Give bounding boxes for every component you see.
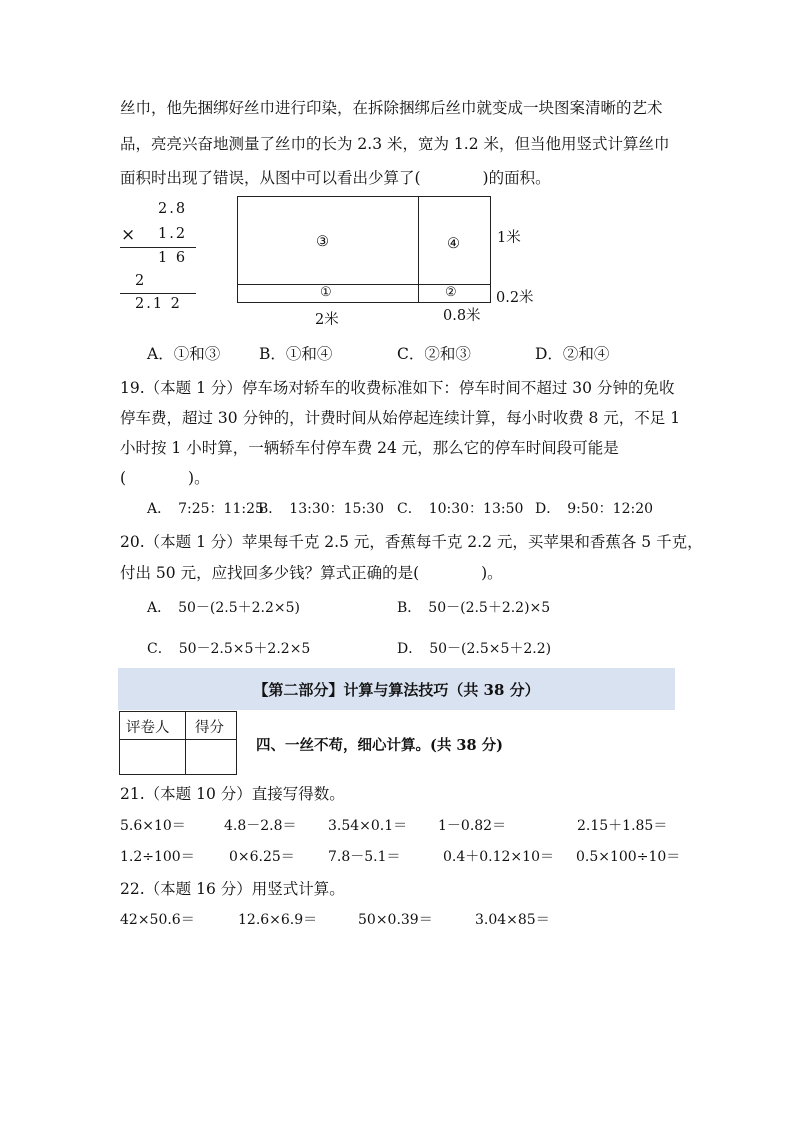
q19-line-1: 19.（本题 1 分）停车场对轿车的收费标准如下：停车时间不超过 30 分钟的免收 bbox=[120, 379, 675, 397]
q20-option-c: C． 50－2.5×5＋2.2×5 bbox=[147, 641, 311, 657]
calc-line-2 bbox=[120, 293, 196, 294]
q18-line-1: 丝巾，他先捆绑好丝巾进行印染，在拆除捆绑后丝巾就变成一块图案清晰的艺术 bbox=[120, 99, 663, 117]
region-4-label: ④ bbox=[447, 236, 460, 252]
calc-row-1: 2.8 bbox=[158, 201, 188, 217]
q19-option-b: B． 13:30：15:30 bbox=[258, 501, 384, 517]
q19-line-3: 小时按 1 小时算，一辆轿车付停车费 24 元，那么它的停车时间段可能是 bbox=[120, 439, 619, 457]
q18-option-c: C．②和③ bbox=[397, 345, 471, 363]
part2-banner bbox=[118, 668, 675, 710]
q18-line-3: 面积时出现了错误，从图中可以看出少算了( )的面积。 bbox=[120, 169, 551, 187]
q19-line-4: ( )。 bbox=[120, 469, 210, 487]
width-label-2m: 2米 bbox=[315, 312, 339, 328]
q18-option-d: D．②和④ bbox=[535, 345, 610, 363]
q20-line-1: 20.（本题 1 分）苹果每千克 2.5 元，香蕉每千克 2.2 元，买苹果和香蕉各 5 千克， bbox=[120, 533, 703, 551]
q21-r1-item-5: 2.15＋1.85＝ bbox=[577, 818, 668, 834]
q20-line-2: 付出 50 元，应找回多少钱？算式正确的是( )。 bbox=[120, 564, 503, 582]
calc-row-5: 2.1 2 bbox=[135, 296, 182, 312]
q22-item-4: 3.04×85＝ bbox=[475, 912, 550, 928]
q22-item-3: 50×0.39＝ bbox=[358, 912, 433, 928]
q21-r1-item-4: 1－0.82＝ bbox=[438, 818, 507, 834]
section-four-title: 四、一丝不苟，细心计算。(共 38 分) bbox=[256, 737, 503, 754]
q19-option-a: A． 7:25：11:25 bbox=[147, 501, 264, 517]
height-label-1m: 1米 bbox=[497, 230, 521, 246]
q19-option-d: D． 9:50：12:20 bbox=[535, 501, 654, 517]
q21-r1-item-3: 3.54×0.1＝ bbox=[328, 818, 408, 834]
calc-multiply-sign: × bbox=[121, 225, 138, 245]
q20-option-a: A． 50－(2.5＋2.2×5) bbox=[147, 600, 301, 616]
q22-title: 22.（本题 16 分）用竖式计算。 bbox=[120, 880, 345, 898]
region-3-label: ③ bbox=[316, 234, 329, 250]
region-1-label: ① bbox=[320, 285, 332, 300]
calc-row-4: 2 bbox=[135, 273, 147, 289]
q18-option-a: A．①和③ bbox=[147, 345, 221, 363]
q19-line-2: 停车费，超过 30 分钟的，计费时间从始停起连续计算，每小时收费 8 元，不足 1 bbox=[120, 409, 681, 427]
q21-r2-item-4: 0.4＋0.12×10＝ bbox=[443, 849, 554, 865]
region-2-label: ② bbox=[445, 285, 457, 300]
q21-r2-item-3: 7.8－5.1＝ bbox=[328, 849, 401, 865]
q19-option-c: C． 10:30：13:50 bbox=[397, 501, 524, 517]
q21-r2-item-2: 0×6.25＝ bbox=[229, 849, 295, 865]
height-label-0-2m: 0.2米 bbox=[496, 290, 534, 306]
q22-item-1: 42×50.6＝ bbox=[120, 912, 195, 928]
score-label: 得分 bbox=[195, 720, 224, 736]
calc-row-2: 1.2 bbox=[158, 226, 188, 242]
q20-option-b: B． 50－(2.5＋2.2)×5 bbox=[397, 600, 551, 616]
q21-r2-item-1: 1.2÷100＝ bbox=[120, 849, 195, 865]
q20-option-d: D． 50－(2.5×5＋2.2) bbox=[397, 641, 552, 657]
grader-input-cell[interactable] bbox=[119, 739, 186, 775]
score-input-cell[interactable] bbox=[185, 739, 237, 775]
q21-title: 21.（本题 10 分）直接写得数。 bbox=[120, 785, 345, 803]
q21-r2-item-5: 0.5×100÷10＝ bbox=[576, 849, 681, 865]
grader-label: 评卷人 bbox=[126, 720, 170, 736]
calc-row-3: 1 6 bbox=[158, 250, 188, 266]
q21-r1-item-1: 5.6×10＝ bbox=[120, 818, 186, 834]
width-label-0-8m: 0.8米 bbox=[443, 308, 481, 324]
q21-r1-item-2: 4.8－2.8＝ bbox=[224, 818, 297, 834]
q22-item-2: 12.6×6.9＝ bbox=[238, 912, 318, 928]
part2-banner-title: 【第二部分】计算与算法技巧（共 38 分） bbox=[253, 681, 540, 699]
q18-option-b: B．①和④ bbox=[259, 345, 333, 363]
calc-line-1 bbox=[120, 247, 196, 248]
q18-line-2: 品，亮亮兴奋地测量了丝巾的长为 2.3 米，宽为 1.2 米，但当他用竖式计算丝巾 bbox=[120, 135, 670, 153]
